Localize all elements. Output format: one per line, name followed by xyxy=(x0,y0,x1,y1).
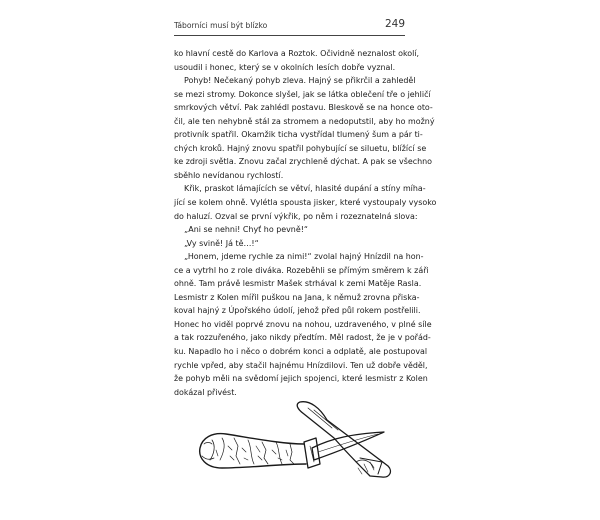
text-line: dokázal přivést. xyxy=(174,387,237,397)
text-line: Honec ho viděl poprvé znovu na nohou, uzdraveného, v plné síle xyxy=(174,319,432,329)
text-line: jící se kolem ohně. Vylétla spousta jisker, které vystoupaly vysoko xyxy=(174,198,437,208)
text-line: smrkových větví. Pak zahlédl postavu. Bleskově se na honce oto- xyxy=(174,103,433,113)
text-line: „Ani se nehni! Chyť ho pevně!“ xyxy=(184,225,309,235)
text-line: ku. Napadlo ho i něco o dobrém konci a odplatě, ale postupoval xyxy=(174,347,428,357)
text-line: že pohyb měli na svědomí jejich spojenci, které lesmistr z Kolen xyxy=(174,374,428,384)
text-line: chých kroků. Hajný znovu spatřil pohybující se siluetu, blížící se xyxy=(174,143,427,153)
text-line: ke zdroji světla. Znovu začal zrychleně dýchat. A pak se všechno xyxy=(174,157,433,167)
text-line: do haluzí. Ozval se první výkřik, po něm i rozeznatelná slova: xyxy=(174,211,418,221)
text-line: rychle vpřed, aby stačil hajnému Hnízdilovi. Ten už dobře věděl, xyxy=(174,360,428,370)
text-line: Lesmistr z Kolen mířil puškou na Jana, k němuž zrovna přiska- xyxy=(174,292,420,302)
running-head xyxy=(174,19,405,33)
text-line: a tak rozzuřeného, jako nikdy předtím. Měl radost, že je v pořád- xyxy=(174,333,431,343)
knife-illustration xyxy=(192,398,402,486)
text-line: koval hajný z Úpořského údolí, jehož před půl rokem postřelili. xyxy=(174,306,421,316)
header-rule xyxy=(174,35,405,36)
text-line: ko hlavní cestě do Karlova a Roztok. Očividně neznalost okolí, xyxy=(174,49,420,58)
page-number: 249 xyxy=(384,18,405,30)
text-line: „Vy svině! Já tě…!“ xyxy=(184,238,259,248)
text-line: Křik, praskot lámajících se větví, hlasité dupání a stíny míha- xyxy=(184,184,426,194)
text-line: protivník spatřil. Okamžik ticha vystřídal tlumený šum a pár ti- xyxy=(174,130,423,140)
text-line: „Honem, jdeme rychle za nimi!“ zvolal hajný Hnízdil na hon- xyxy=(184,252,424,262)
running-title: Táborníci musí být blízko xyxy=(174,21,268,30)
text-line: sběhlo nevídanou rychlostí. xyxy=(174,170,284,180)
text-line: ce a vytrhl ho z role diváka. Rozeběhli se přímým směrem k záři xyxy=(174,265,429,275)
text-line: ohně. Tam právě lesmistr Mašek strhával k zemi Matěje Rasla. xyxy=(174,279,422,289)
text-line: se mezi stromy. Dokonce slyšel, jak se látka oblečení tře o jehličí xyxy=(174,89,431,99)
body-text xyxy=(174,47,437,399)
text-line: usoudil i honec, který se v okolních lesích dobře vyznal. xyxy=(174,62,396,72)
text-line: čil, ale ten nehybně stál za stromem a nedoputstil, aby ho možný xyxy=(174,116,435,126)
text-line: Pohyb! Nečekaný pohyb zleva. Hajný se přikrčil a zahleděl xyxy=(184,76,416,86)
